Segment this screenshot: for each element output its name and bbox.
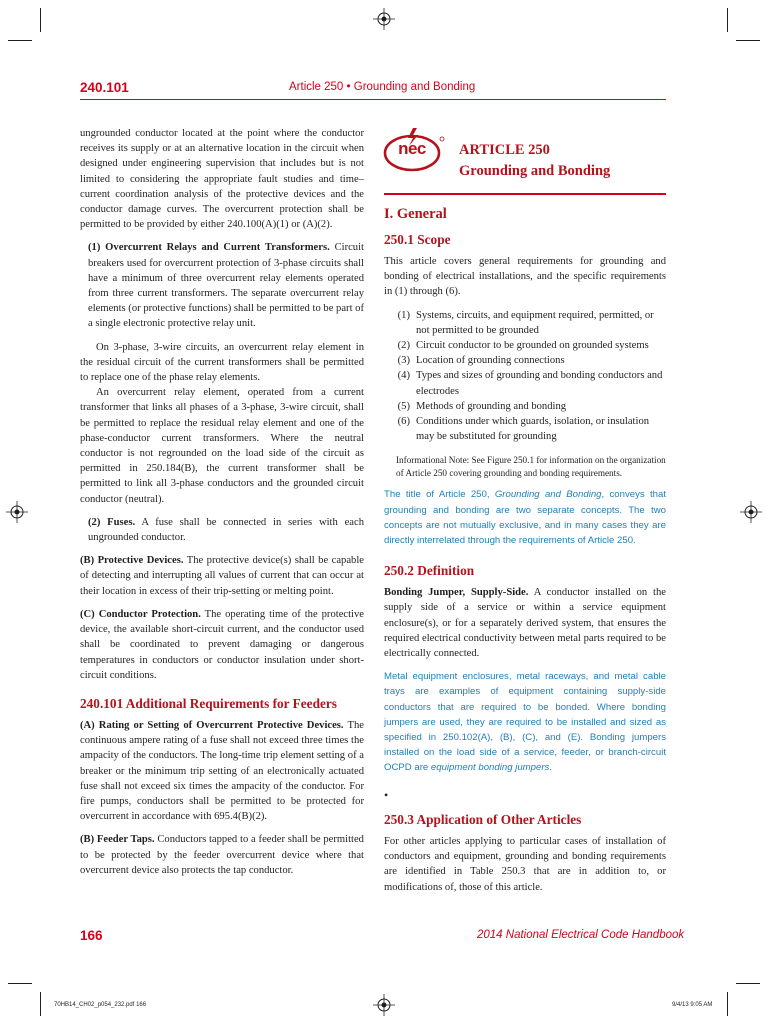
crop-mark xyxy=(40,8,41,32)
crop-mark xyxy=(40,992,41,1016)
list-item: (4) Types and sizes of grounding and bonding conductors and electrodes xyxy=(397,370,663,397)
left-column xyxy=(80,126,364,886)
article-title: Grounding and Bonding xyxy=(459,163,611,179)
three-wire-paragraph: On 3-phase, 3-wire circuits, an overcurrent relay element in the residual circuit of the current transformers shall be permitted to replace one of the phase relay elements. xyxy=(80,341,364,384)
rating-setting-paragraph xyxy=(80,718,364,824)
rating-setting-heading: (A) Rating or Setting of Overcurrent Protective Devices. xyxy=(80,719,344,731)
commentary-bonding: Metal equipment enclosures, metal raceways, and metal cable trays are examples of equipment containing supply-side conductors that are required to be bonded. Where bonding jumpers are used, they are required to be installed and sized as specified in 250.102(A), (B), (C), and (E). Bonding jumpers installed on the load side of a service, feeder, or branch-circuit OCPD are equipment bonding jumpers. xyxy=(384,671,666,774)
registration-mark-icon xyxy=(740,501,762,523)
section-heading-240-101: 240.101 Additional Requirements for Feeders xyxy=(80,695,337,711)
part-heading: I. General xyxy=(384,206,447,222)
fuses-paragraph xyxy=(80,515,364,545)
crop-mark xyxy=(8,40,32,41)
fuses-text: A fuse shall be connected in series with each ungrounded conductor. xyxy=(88,516,364,544)
definition-paragraph xyxy=(384,585,666,661)
book-title: 2014 National Electrical Code Handbook xyxy=(477,929,685,941)
registration-mark-icon xyxy=(373,8,395,30)
crop-mark xyxy=(727,8,728,32)
protective-devices-text: The protective device(s) shall be capable of detecting and interrupting all values of current that can occur at their location in excess of their trip-setting or melting point. xyxy=(80,555,364,597)
header-section-number: 240.101 xyxy=(80,80,129,95)
feeder-taps-text: Conductors tapped to a feeder shall be permitted to be protected by the feeder overcurrent device where that overcurrent device also protects the tap conductor. xyxy=(80,834,364,876)
informational-note: Informational Note: See Figure 250.1 for information on the organization of Article 250 covering grounding and bonding requirements. xyxy=(396,455,666,478)
article-title-rule xyxy=(384,193,666,195)
relay-element-paragraph: An overcurrent relay element, operated from a current transformer that links all phases of a 3-phase, 3-wire circuit, shall be permitted to replace the residual relay element and one of the phase-conductor current transformers. Where the neutral conductor is not regrounded on the load side of the circuit as permitted in 250.184(B), the current transformer shall be permitted to link all 3-phase conductors and the grounded circuit conductor (neutral). xyxy=(80,387,364,505)
application-paragraph: For other articles applying to particular cases of installation of conductors and equipment, grounding and bonding requirements are identified in Table 250.3 that are in addition to, or modifications of, those of this article. xyxy=(384,835,666,893)
definition-text: A conductor installed on the supply side of a service or within a service equipment enclosure(s), or for a separately derived system, that ensures the required electrical conductivity between metal parts required to be electrically connected. xyxy=(384,587,666,660)
list-item: (2) Circuit conductor to be grounded on grounded systems xyxy=(397,340,649,352)
right-column xyxy=(384,206,666,903)
overcurrent-relays-paragraph xyxy=(80,240,364,331)
list-item: (6) Conditions under which guards, isolation, or insulation may be substituted for grounding xyxy=(397,416,650,443)
scope-list xyxy=(384,308,666,445)
bullet-marker: • xyxy=(384,787,389,802)
conductor-protection-heading: (C) Conductor Protection. xyxy=(80,608,201,620)
conductor-protection-text: The operating time of the protective device, the available short-circuit current, and the conductor used shall be coordinated to prevent damaging or dangerous temperatures in conductors or conductor insulation under short-circuit conditions. xyxy=(80,608,364,681)
registration-mark-icon xyxy=(6,501,28,523)
application-heading: 250.3 Application of Other Articles xyxy=(384,811,582,827)
article-number: ARTICLE 250 xyxy=(459,142,550,158)
conductor-protection-paragraph xyxy=(80,607,364,683)
nec-logo-text: nec xyxy=(398,139,426,158)
protective-devices-heading: (B) Protective Devices. xyxy=(80,555,184,567)
scope-heading: 250.1 Scope xyxy=(384,232,451,247)
list-item: (5) Methods of grounding and bonding xyxy=(397,400,567,412)
header-running-title: Article 250 • Grounding and Bonding xyxy=(289,81,476,93)
print-timestamp: 9/4/13 9:05 AM xyxy=(672,1002,713,1008)
feeder-taps-heading: (B) Feeder Taps. xyxy=(80,834,155,846)
list-item: (1) Systems, circuits, and equipment required, permitted, or not permitted to be grounded xyxy=(397,309,654,336)
definition-heading: 250.2 Definition xyxy=(384,563,475,579)
registration-mark-icon xyxy=(373,994,395,1016)
crop-mark xyxy=(727,992,728,1016)
crop-mark xyxy=(736,983,760,984)
rating-setting-text: The continuous ampere rating of a fuse shall not exceed three times the ampacity of the conductors. The long-time trip element setting of a breaker or the minimum trip setting of an electronically actuated fuse shall not exceed six times the ampacity of the conductor. For fire pumps, conductors shall be permitted to be protected for overcurrent in accordance with 695.4(B)(2). xyxy=(80,719,364,823)
scope-paragraph: This article covers general requirements for grounding and bonding of electrical installations, and the specific requirements in (1) through (6). xyxy=(384,256,666,298)
intro-paragraph: ungrounded conductor located at the point where the conductor receives its supply or at an alternative location in the circuit when designed under engineering supervision that includes but is not limited to considering the appropriate fault studies and time–current coordination analysis of the protective devices and the conductor damage curves. The overcurrent protection shall be permitted to be provided by either 240.100(A)(1) or (A)(2). xyxy=(80,128,364,231)
feeder-taps-paragraph xyxy=(80,832,364,878)
header-rule xyxy=(80,99,666,100)
fuses-heading: (2) Fuses. xyxy=(88,516,136,528)
definition-term: Bonding Jumper, Supply-Side. xyxy=(384,587,529,599)
file-slug: 70HB14_CH02_p054_232.pdf 166 xyxy=(54,1002,147,1008)
page-number: 166 xyxy=(80,928,103,943)
overcurrent-relays-text: Circuit breakers used for overcurrent protection of 3-phase circuits shall have a minimum of three overcurrent relay elements operated from three current transformers. The separate overcurrent relay elements (or protective functions) shall be permitted to be part of a single electronic protective relay unit. xyxy=(88,242,364,330)
commentary-article-title: The title of Article 250, Grounding and Bonding, conveys that grounding and bonding are two separate concepts. The two concepts are not mutually exclusive, and in many cases they are directly interrelated through the requirements of Article 250. xyxy=(384,489,666,547)
crop-mark xyxy=(8,983,32,984)
list-item: (3) Location of grounding connections xyxy=(397,355,565,367)
crop-mark xyxy=(736,40,760,41)
overcurrent-relays-heading: (1) Overcurrent Relays and Current Transformers. xyxy=(88,242,330,254)
protective-devices-paragraph xyxy=(80,553,364,599)
